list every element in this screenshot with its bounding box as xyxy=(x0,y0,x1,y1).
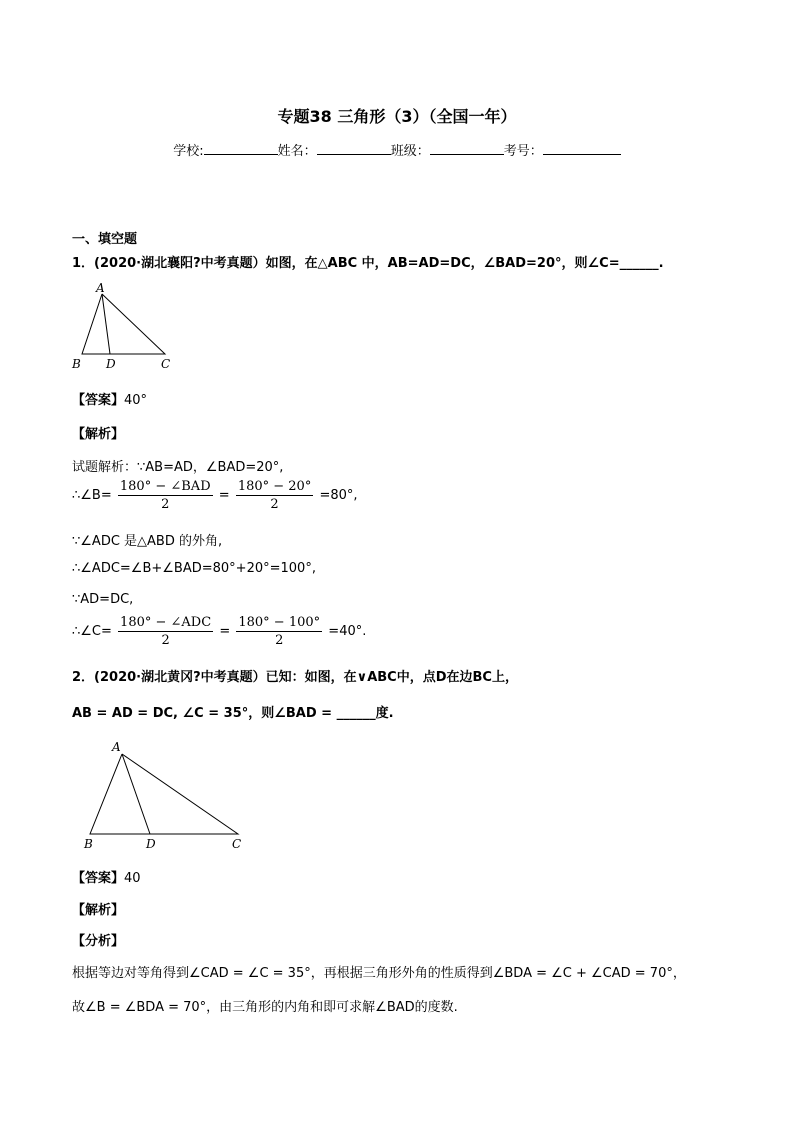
name-label: 姓名： xyxy=(277,144,317,159)
q1-label-a: A xyxy=(96,282,105,295)
school-label: 学校: xyxy=(173,144,204,159)
q2-label-c: C xyxy=(232,837,242,851)
school-blank xyxy=(204,141,278,155)
exam-no-blank xyxy=(543,141,621,155)
q1-fraction-4-den: 2 xyxy=(275,633,284,648)
q1-fraction-4-num: 180° − 100° xyxy=(238,615,321,630)
q1-line-1: 试题解析：∵AB=AD，∠BAD=20°, xyxy=(72,460,284,475)
class-label: 班级： xyxy=(390,144,430,159)
q1-segment-ad xyxy=(102,294,110,354)
q2-answer xyxy=(72,867,141,886)
q2-label-b: B xyxy=(84,837,93,851)
q1-fraction-1-den: 2 xyxy=(161,497,170,512)
q1-fraction-3-den: 2 xyxy=(161,633,170,648)
q1-answer-value: 40° xyxy=(124,393,148,408)
q2-label-a: A xyxy=(112,740,121,754)
q1-triangle-abc xyxy=(82,294,165,354)
q1-fraction-3-num: 180° − ∠ADC xyxy=(120,615,212,630)
q1-line-6-prefix: ∴∠C= xyxy=(72,624,112,639)
name-blank xyxy=(317,141,391,155)
q2-fenxi-line-2: 故∠B = ∠BDA = 70°，由三角形的内角和即可求解∠BAD的度数. xyxy=(72,1000,458,1015)
q2-question-line-1: 2．(2020·湖北黄冈?中考真题）已知：如图，在∨ABC中，点D在边BC上， xyxy=(72,670,518,685)
q1-line-2-prefix: ∴∠B= xyxy=(72,488,112,503)
q1-line-6: ∴∠C= $\frac{\text{180° − ∠ADC}}{2}$ = $\frac{180^\circ - 100^\circ}{2}$ =40°. xyxy=(72,615,367,648)
q2-answer-label: 【答案】 xyxy=(72,871,125,886)
q1-line-4: ∴∠ADC=∠B+∠BAD=80°+20°=100°, xyxy=(72,561,316,576)
student-info-line xyxy=(0,140,794,159)
q1-fraction-1-num: 180° − ∠BAD xyxy=(119,479,211,494)
q1-line-6-suffix: =40°. xyxy=(328,624,367,639)
q1-fraction-4 xyxy=(236,614,322,649)
q1-fraction-2-den: 2 xyxy=(270,497,279,512)
class-blank xyxy=(430,141,504,155)
q1-fraction-2-num: 180° − 20° xyxy=(237,479,312,494)
q2-fenxi-line-1: 根据等边对等角得到∠CAD = ∠C = 35°，再根据三角形外角的性质得到∠BDA = ∠C + ∠CAD = 70°， xyxy=(72,966,686,981)
q2-triangle-abc xyxy=(90,754,238,834)
q1-fraction-3 xyxy=(118,614,213,649)
q1-label-b: B xyxy=(72,357,81,371)
q1-fraction-1 xyxy=(118,478,213,513)
q1-label-c: C xyxy=(161,357,171,371)
q1-line-2: ∴∠B= $\frac{\text{180° − ∠BAD}}{2}$ = $\frac{180^\circ - 20^\circ}{2}$ =80°, xyxy=(72,479,358,512)
q2-question-line-2: AB = AD = DC, ∠C = 35°，则∠BAD = ______度. xyxy=(72,706,394,721)
q1-label-d: D xyxy=(106,357,116,371)
q2-analysis-label: 【解析】 xyxy=(72,903,125,918)
q1-fraction-2 xyxy=(236,478,314,513)
q2-fenxi-label: 【分析】 xyxy=(72,934,125,949)
q1-line-2-suffix: =80°, xyxy=(319,488,358,503)
q1-answer xyxy=(72,389,147,408)
q1-question: 1．(2020·湖北襄阳?中考真题）如图，在△ABC 中，AB=AD=DC，∠BAD=20°，则∠C=______. xyxy=(72,256,664,271)
q1-line-3: ∵∠ADC 是△ABD 的外角, xyxy=(72,534,223,549)
q2-answer-value: 40 xyxy=(124,871,141,886)
exam-no-label: 考号： xyxy=(503,144,543,159)
section-title: 一、填空题 xyxy=(72,232,138,247)
page-title: 专题38 三角形（3）（全国一年） xyxy=(277,107,517,126)
q1-triangle-figure xyxy=(70,282,190,374)
q1-answer-label: 【答案】 xyxy=(72,393,125,408)
q2-segment-ad xyxy=(122,754,150,834)
q2-label-d: D xyxy=(146,837,156,851)
q1-analysis-label: 【解析】 xyxy=(72,427,125,442)
q2-triangle-figure xyxy=(80,738,250,852)
q1-line-5: ∵AD=DC, xyxy=(72,592,134,607)
